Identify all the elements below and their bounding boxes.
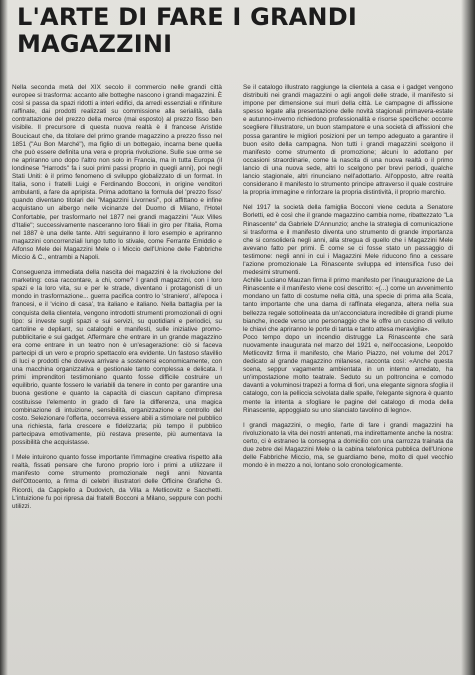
- left-paragraph-2: Conseguenza immediata della nascita dei magazzini è la rivoluzione del marketing: cosa raccontare, a chi, come? I grandi magazzini, con i loro spazi e la loro vita, su e per le strade, diventano i protagonisti di un mondo in trasformazione... guerra pacifica contro lo 'straniero', all'epoca i francesi, e il 'vicino di casa', tra italiano e italiano. Nella battaglia per la conquista della clientela, vengono introdotti strumenti promozionali di ogni tipo: si investe sugli spazi e sui servizi, su quotidiani e periodici, su cartoline e depliant, su cataloghi e manifesti, sulle iniziative promo-pubblicitarie e sui gadget. Affermare che entrare in un grande magazzino era come entrare in un teatro non è un'esagerazione: ciò si faceva partecipi di un vero e proprio spettacolo era evidente. Un fastoso sfavillio di luci e prodotti che doveva arrivare a sostenersi economicamente, con una macchina organizzativa e gestionale tanto complessa e delicata. I primi imprenditori testimoniano quanto fosse difficile costruire un equilibrio, quante fossero le variabili da tenere in conto per garantire una buona gestione e quanto la capacità di ciascun capitano d'impresa costituisse l'elemento in grado di fare la differenza, una magica combinazione di intuizione, sensibilità, organizzazione e controllo del costo. Selezionare l'offerta, occorreva essere abili a stimolare nel pubblico una richiesta, farla crescere e fidelizzarla; più tempo il pubblico partecipava emotivamente, più restava presente, più aumentava la possibilità che acquistasse.: [12, 269, 222, 447]
- left-paragraph-1: Nella seconda metà del XIX secolo il commercio nelle grandi città europee si trasforma: accanto alle botteghe nascono i grandi magazzini. È così si passa da spazi ridotti a interi edifici, da arredi essenziali e rifiniture raffinate, dai prodotti realizzati su commissione alla serialità, dalla contrattazione del prezzo della merce (mai esposto) al prezzo fisso ben visibile. Il precursore di questa nuova realtà è il francese Aristide Boucicaut che, da titolare del primo grande magazzino a prezzo fisso nel 1851 ("Au Bon Marché"), ma figlio di un bottegaio, incarna bene quella che può essere definita una vera e propria rivoluzione. Sulle sue orme se ne apriranno uno dopo l'altro non solo in Francia, ma in tutta Europa (il londinese "Harrods" fa i suoi primi passi proprio in quegli anni), poi negli Stati Uniti: è il primo fenomeno di sviluppo globalizzato di un format. In Italia, sono i fratelli Luigi e Ferdinando Bocconi, in origine venditori ambulanti, a fare da apripista. Prima adottano la formula del 'prezzo fisso' quando diventano titolari dei "Magazzini Livornesi", poi affittano e infine acquistano un albergo nelle vicinanze del Duomo di Milano, l'Hotel Confortable, per trasformarlo nel 1877 nei grandi magazzini "Aux Villes d'Italie"; successivamente nasceranno loro filiali in giro per l'Italia, Roma nel 1887 è una delle tante. Altri seguiranno il loro esempio e apriranno magazzini concorrenziali lungo tutto lo stivale, come Ferrante Emiddio e Alfonso Mele dei Magazzini Mele o i Miccio dell'Unione delle Fabbriche Miccio & C., entrambi a Napoli.: [12, 84, 222, 261]
- panel-left-edge-shadow: [0, 0, 8, 675]
- panel-title: L'ARTE DI FARE I GRANDI MAGAZZINI: [17, 3, 357, 58]
- left-text-column: [12, 84, 222, 511]
- right-paragraph-2: Nel 1917 la società della famiglia Bocconi viene ceduta a Senatore Borletti, ed è così che il grande magazzino cambia nome, ribattezzato "La Rinascente" da Gabriele D'Annunzio; anche la strategia di comunicazione si trasforma e il manifesto diventa uno strumento di grande importanza che si consoliderà negli anni, alla stregua di quello che i Magazzini Mele avevano fatto per primi. È come se ci fosse stato un passaggio di testimone: negli anni in cui i Magazzini Mele riducono fino a cessare l'azione promozionale La Rinascente sviluppa ed intensifica l'uso dei medesimi strumenti.: [243, 204, 453, 277]
- right-paragraph-4: Poco tempo dopo un incendio distrugge La Rinascente che sarà nuovamente inaugurata nel marzo del 1921 e, nell'occasione, Leopoldo Metlicovitz firma il manifesto, che Mario Piazzo, nel volume del 2017 dedicato al grande magazzino milanese, racconta così: «Anche questa scena, seppur vagamente ambientata in un interno arredato, ha un'impostazione molto teatrale. Seduto su un poltroncina e comodo davanti a voluminosi trapezi a forma di fiori, una elegante signora sfoglia il catalogo, con la pelliccia scivolata dalle spalle, l'elegante signora è quanto mente la intenta a sfogliare le pagine del catalogo di moda della Rinascente, appoggiato su uno slanciato tavolino di legno».: [243, 333, 453, 414]
- right-text-column: [243, 84, 453, 470]
- panel-right-edge-shadow: [461, 0, 475, 675]
- right-paragraph-1: Se il catalogo illustrato raggiunge la clientela a casa e i gadget vengono distribuiti nei grandi magazzini o agli angoli delle strade, il manifesto si impone per dimensione sui muri della città. Le campagne di affissione spesso legate alla presentazione delle novità stagionali primavera-estate e autunno-inverno richiedono professionalità e risorse specifiche: occorre scegliere l'illustratore, un buon stampatore e una società di affissioni che possa garantire le migliori posizioni per un tempo adeguato a garantire il buon esito della campagna. Non tutti i grandi magazzini scelgono il manifesto come strumento di promozione; alcuni lo adottano per occasioni straordinarie, come la nascita di una nuova realtà o il primo lancio di una nuova sede, altri lo scelgono per brevi periodi, qualche lancio stagionale, altri rinunciano nell'adottarlo. All'opposto, altre realtà considerano il manifesto lo strumento principe attraverso il quale costruire la propria immagine e rinforzare la propria distintività, il proprio marchio.: [243, 84, 453, 197]
- left-paragraph-3: I Mele intuirono quanto fosse importante l'immagine creativa rispetto alla realtà, fissati pensare che furono proprio loro i primi a utilizzare il manifesto come strumento promozionale negli anni Novanta dell'Ottocento, a firma di celebri illustratori delle Officine Grafiche G. Ricordi, da Cappiello a Dudovich, da Villa a Metlicovitz e Sacchetti. L'intuizione fu poi ripresa dai fratelli Bocconi a Milano, seppure con pochi utilizzi.: [12, 454, 222, 510]
- right-paragraph-3: Achille Luciano Mauzan firma il primo manifesto per l'inaugurazione de La Rinascente e il manifesto viene così descritto: «(...) come un avvenimento mondano un fatto di costume nella città, una specie di prima alla Scala, tanto importante che una dama di raffinata eleganza, altera nella sua bellezza regale sottolineata da un'acconciatura incredibile di grandi piume bianche, incede verso uno personaggio che le offre un cuscino di velluto le chiavi che apriranno le porte di tanta e tanto attesa meraviglia».: [243, 277, 453, 333]
- right-paragraph-5: I grandi magazzini, o meglio, l'arte di fare i grandi magazzini ha rivoluzionato la vita dei nostri antenati, ma indirettamente anche la nostra: certo, ci è estraneo la consegna a domicilio con una carrozza trainata da due zebre dei Magazzini Mele o la cabina telefonica pubblica dell'Unione delle Fabbriche Miccio, ma, se guardiamo bene, molto di quel vecchio mondo è in mezzo a noi, lontano solo cronologicamente.: [243, 421, 453, 470]
